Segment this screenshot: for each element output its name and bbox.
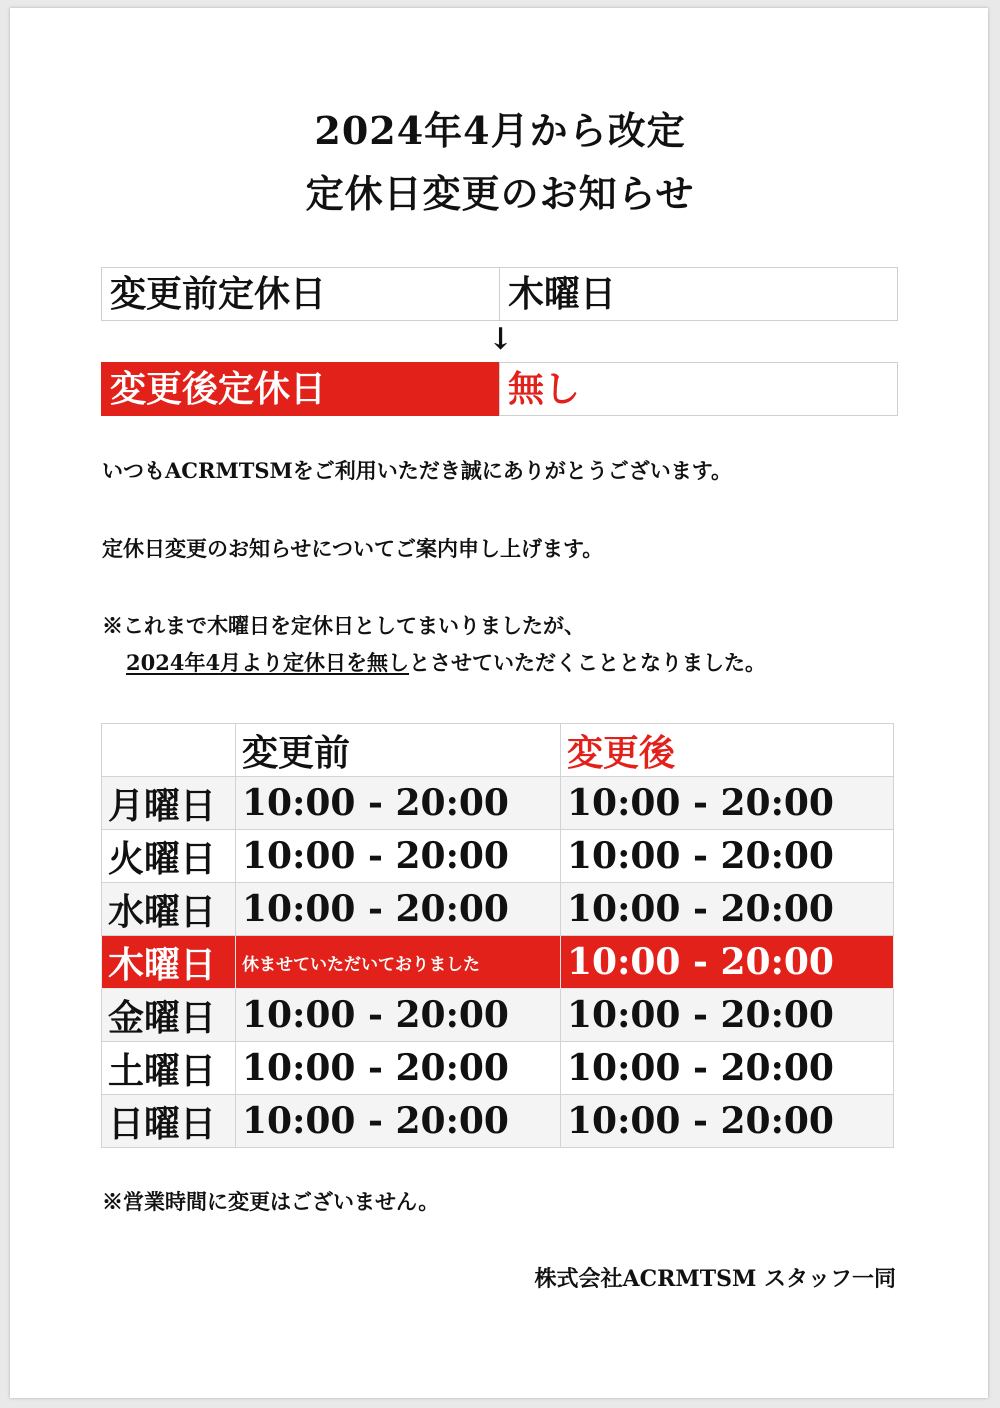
day-cell: 日曜日 — [102, 1095, 236, 1148]
after-cell: 10:00 - 20:00 — [561, 883, 894, 936]
after-holiday-label: 変更後定休日 — [101, 362, 500, 416]
after-cell: 10:00 - 20:00 — [561, 936, 894, 989]
before-holiday-label: 変更前定休日 — [101, 267, 500, 321]
after-cell: 10:00 - 20:00 — [561, 989, 894, 1042]
day-cell: 月曜日 — [102, 777, 236, 830]
day-cell: 水曜日 — [102, 883, 236, 936]
table-row — [102, 883, 894, 936]
signature: 株式会社ACRMTSM スタッフ一同 — [534, 1266, 896, 1292]
table-row — [102, 989, 894, 1042]
day-cell: 火曜日 — [102, 830, 236, 883]
table-header-row — [102, 724, 894, 777]
after-holiday-value: 無し — [499, 362, 898, 416]
before-cell: 10:00 - 20:00 — [236, 1095, 561, 1148]
after-cell: 10:00 - 20:00 — [561, 830, 894, 883]
after-cell: 10:00 - 20:00 — [561, 1095, 894, 1148]
note-line-2 — [126, 647, 766, 677]
table-row — [102, 1095, 894, 1148]
before-cell: 10:00 - 20:00 — [236, 1042, 561, 1095]
after-cell: 10:00 - 20:00 — [561, 777, 894, 830]
before-cell: 10:00 - 20:00 — [236, 777, 561, 830]
title-line-2: 定休日変更のお知らせ — [305, 171, 695, 216]
schedule-table — [101, 723, 894, 1148]
intro-text: 定休日変更のお知らせについてご案内申し上げます。 — [102, 536, 604, 561]
table-row — [102, 1042, 894, 1095]
day-cell: 木曜日 — [102, 936, 236, 989]
before-cell: 休ませていただいておりました — [236, 936, 561, 989]
before-holiday-value: 木曜日 — [499, 267, 898, 321]
note-line-1: ※これまで木曜日を定休日としてまいりましたが、 — [102, 613, 585, 638]
hours-note: ※営業時間に変更はございません。 — [102, 1189, 440, 1214]
greeting-text: いつもACRMTSMをご利用いただき誠にありがとうございます。 — [102, 458, 733, 483]
header-after: 変更後 — [561, 724, 894, 777]
table-row — [102, 830, 894, 883]
day-cell: 金曜日 — [102, 989, 236, 1042]
table-row — [102, 777, 894, 830]
down-arrow-icon: ↓ — [488, 322, 514, 357]
note-underlined: 2024年4月より定休日を無し — [126, 650, 410, 675]
table-row-highlight — [102, 936, 894, 989]
header-before: 変更前 — [236, 724, 561, 777]
day-cell: 土曜日 — [102, 1042, 236, 1095]
header-day — [102, 724, 236, 777]
title-line-1: 2024年4月から改定 — [314, 108, 686, 153]
before-cell: 10:00 - 20:00 — [236, 830, 561, 883]
before-cell: 10:00 - 20:00 — [236, 989, 561, 1042]
after-cell: 10:00 - 20:00 — [561, 1042, 894, 1095]
before-cell: 10:00 - 20:00 — [236, 883, 561, 936]
note-rest: とさせていただくこととなりました。 — [409, 650, 767, 675]
